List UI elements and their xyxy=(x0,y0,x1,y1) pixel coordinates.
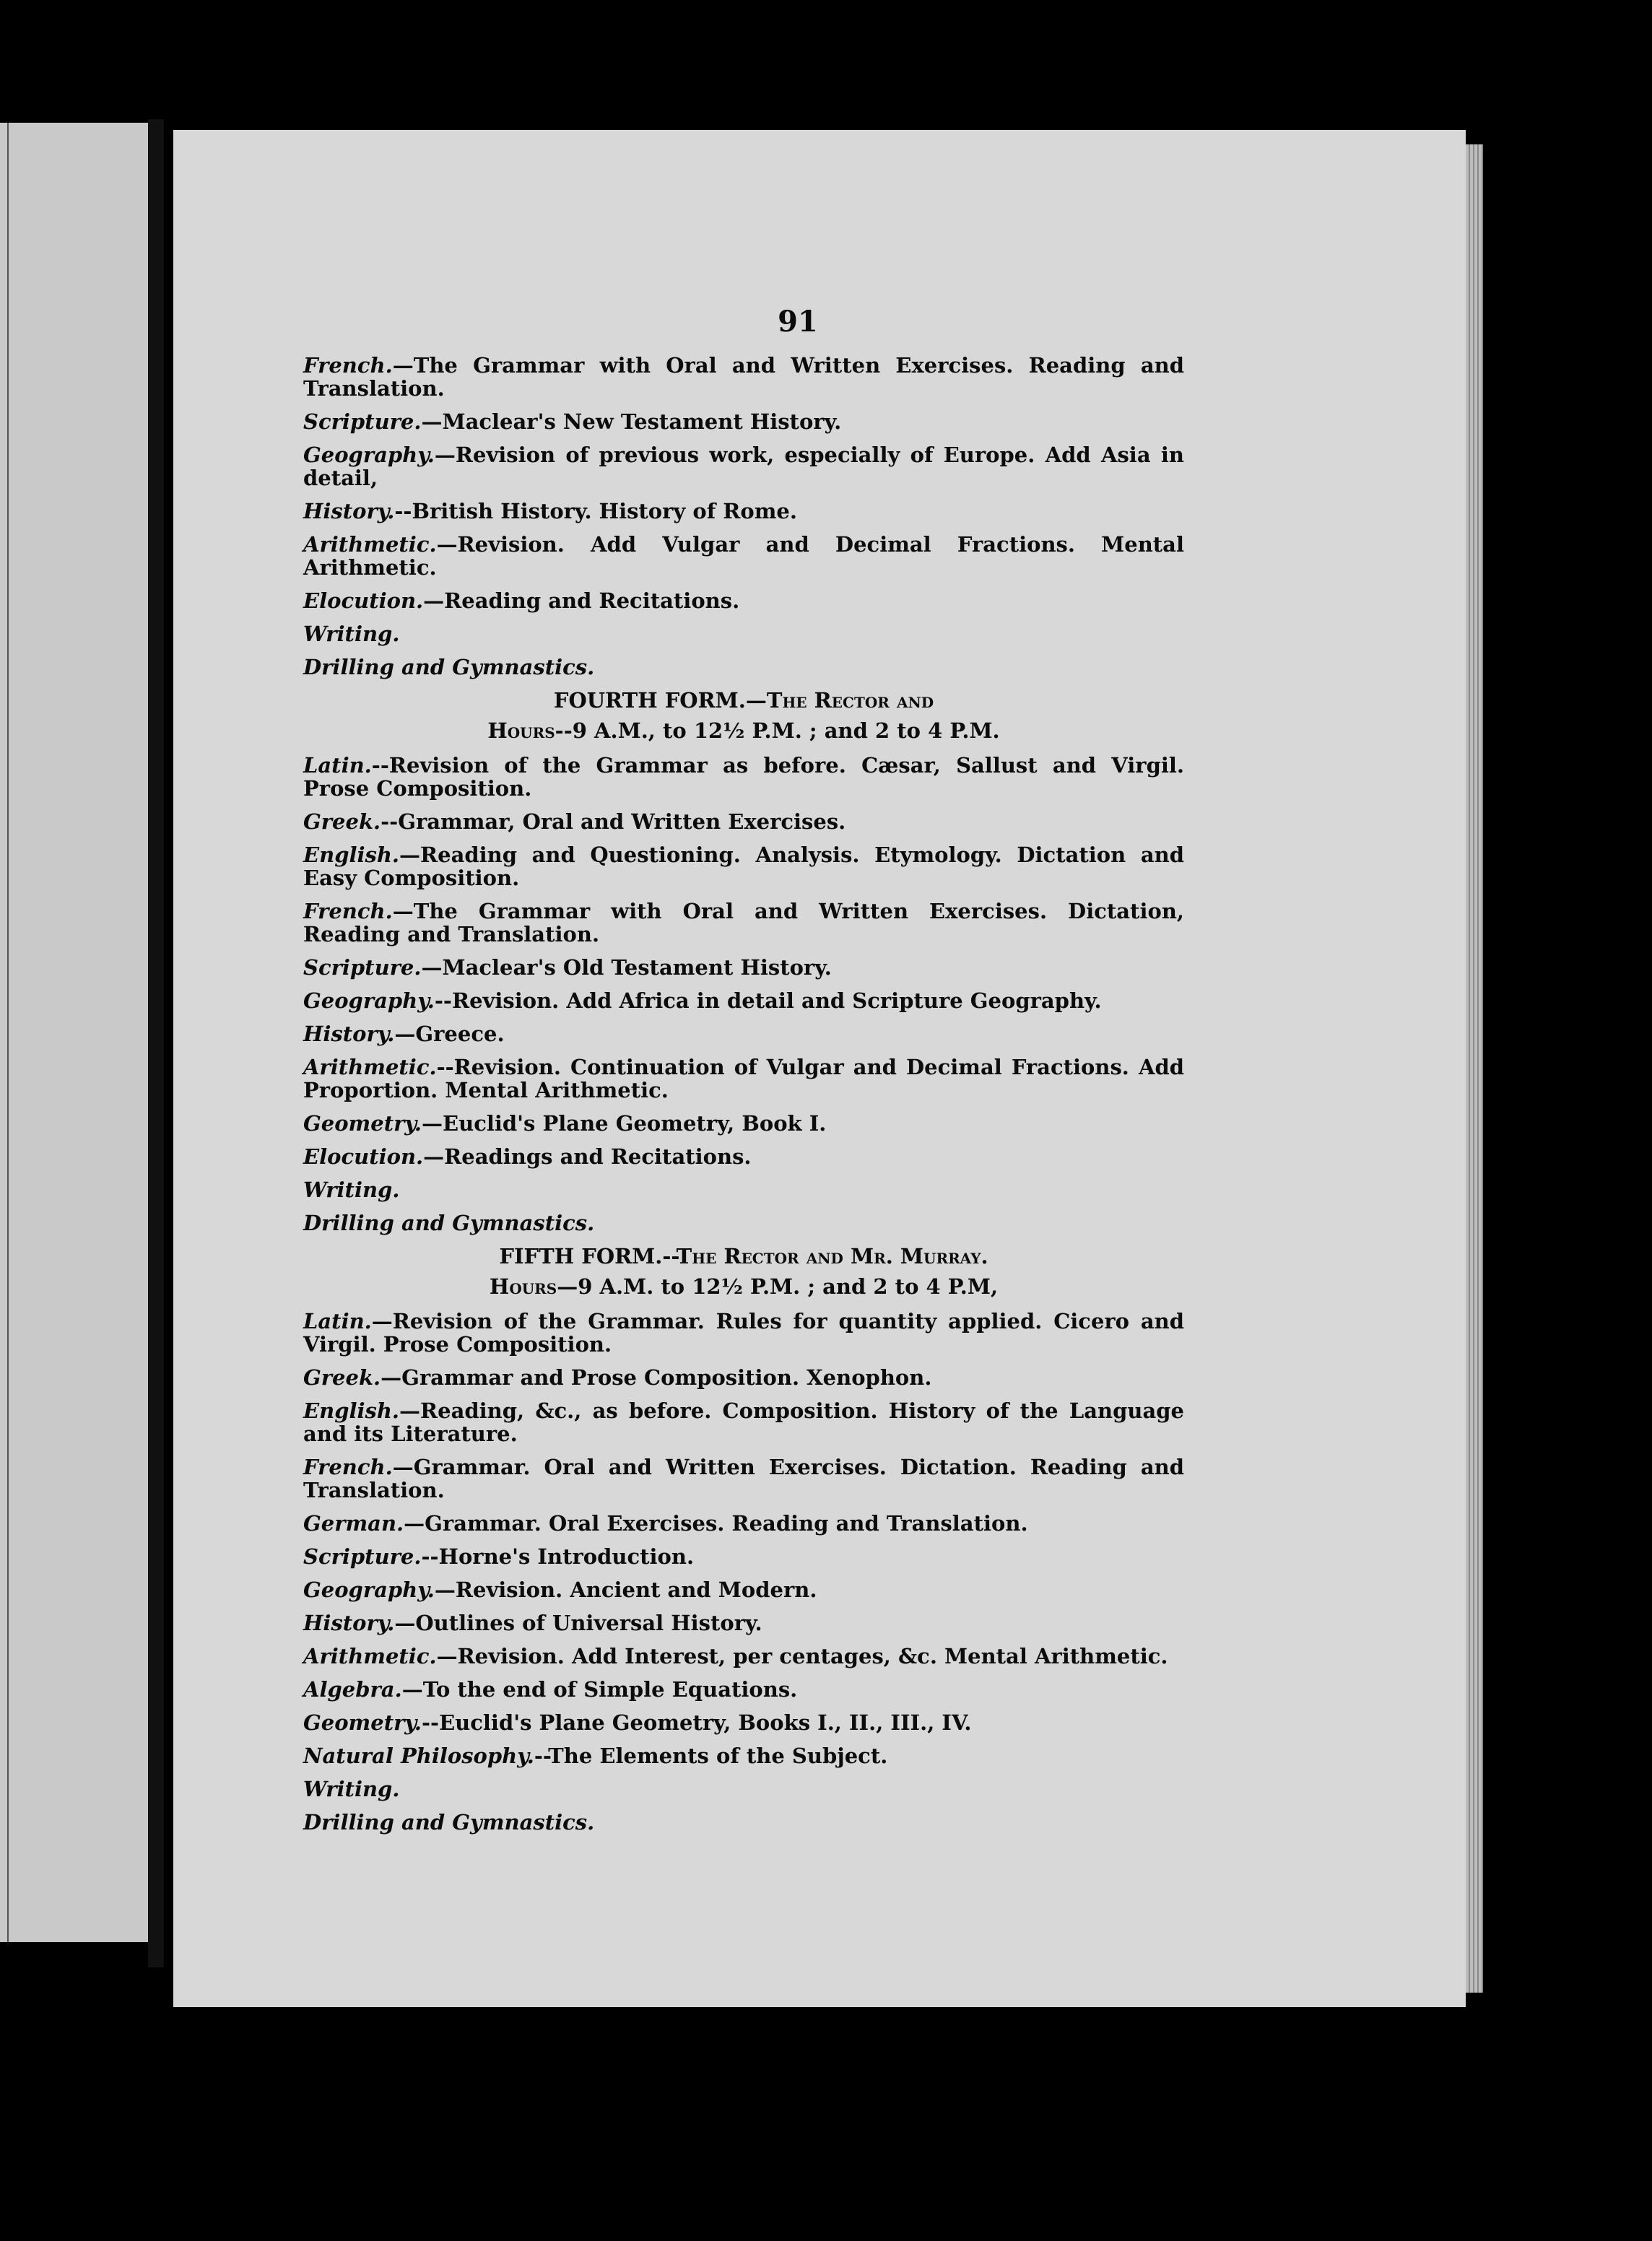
subject-description: —Readings and Recitations. xyxy=(423,1144,752,1169)
subject-entry xyxy=(303,1112,1184,1135)
subject-description: —Revision. Add Interest, per centages, &c. Mental Arithmetic. xyxy=(436,1644,1168,1668)
subject-description: --Euclid's Plane Geometry, Books I., II., III., IV. xyxy=(422,1710,972,1735)
subject-name: French. xyxy=(303,899,393,923)
subject-description: --The Elements of the Subject. xyxy=(534,1744,888,1768)
subject-name: Latin. xyxy=(303,753,372,778)
fourth-form-teachers: —The Rector and xyxy=(745,688,934,713)
subject-name: Geography. xyxy=(303,988,435,1013)
subject-description: —Reading, &c., as before. Composition. History of the Language and its Literature. xyxy=(303,1398,1184,1446)
fourth-form-hours-text: --9 A.M., to 12½ P.M. ; and 2 to 4 P.M. xyxy=(555,718,1000,743)
subject-name: Writing. xyxy=(303,622,400,646)
subject-name: French. xyxy=(303,353,393,378)
subject-description: —Maclear's New Testament History. xyxy=(421,409,842,434)
fifth-form-teachers: --The Rector and Mr. Murray. xyxy=(662,1244,988,1269)
subject-name: Scripture. xyxy=(303,955,422,980)
subject-entry xyxy=(303,1611,1184,1635)
left-facing-page xyxy=(0,123,152,1942)
fifth-form-heading xyxy=(303,1245,1184,1268)
page-number: 91 xyxy=(778,305,818,339)
subject-name: Geography. xyxy=(303,1578,435,1602)
subject-entry xyxy=(303,956,1184,979)
subject-description: —Revision of the Grammar. Rules for quantity applied. Cicero and Virgil. Prose Composition. xyxy=(303,1309,1184,1357)
subject-entry xyxy=(303,1744,1184,1767)
fourth-form-title: FOURTH FORM. xyxy=(553,688,746,713)
fifth-form-hours-text: —9 A.M. to 12½ P.M. ; and 2 to 4 P.M, xyxy=(557,1274,999,1299)
subject-name: Natural Philosophy. xyxy=(303,1744,534,1768)
subject-description: —The Grammar with Oral and Written Exercises. Reading and Translation. xyxy=(303,353,1184,401)
subject-name: Greek. xyxy=(303,809,381,834)
subject-entry xyxy=(303,1645,1184,1668)
left-page-rule xyxy=(7,123,9,1942)
subject-name: Scripture. xyxy=(303,1544,422,1569)
subject-description: --British History. History of Rome. xyxy=(394,499,797,523)
subject-name: Drilling and Gymnastics. xyxy=(303,1211,595,1235)
subject-entry xyxy=(303,1678,1184,1701)
fourth-form-hours xyxy=(303,719,1184,742)
subject-entry xyxy=(303,1811,1184,1834)
subject-description: —Revision. Ancient and Modern. xyxy=(434,1578,817,1602)
subject-entry xyxy=(303,589,1184,612)
fifth-form-hours-label: Hours xyxy=(489,1274,557,1299)
fourth-form-heading xyxy=(303,689,1184,712)
subject-description: —Reading and Recitations. xyxy=(423,588,740,613)
subject-name: Algebra. xyxy=(303,1677,402,1702)
subject-entry xyxy=(303,354,1184,400)
subject-entry xyxy=(303,1711,1184,1734)
subject-description: —Revision of previous work, especially of Europe. Add Asia in detail, xyxy=(303,443,1184,490)
subject-name: Elocution. xyxy=(303,588,424,613)
subject-name: German. xyxy=(303,1511,404,1536)
subject-entry xyxy=(303,1545,1184,1568)
subject-description: --Revision of the Grammar as before. Cæsar, Sallust and Virgil. Prose Composition. xyxy=(303,753,1184,801)
subject-entry xyxy=(303,1178,1184,1201)
book-spine xyxy=(148,119,164,1967)
subject-name: History. xyxy=(303,499,395,523)
fourth-form-hours-label: Hours xyxy=(487,718,555,743)
subject-description: —Grammar and Prose Composition. Xenophon. xyxy=(381,1365,932,1390)
subject-entry xyxy=(303,443,1184,489)
subject-description: —To the end of Simple Equations. xyxy=(401,1677,798,1702)
subject-entry xyxy=(303,1578,1184,1601)
subject-name: French. xyxy=(303,1455,393,1479)
subject-name: Arithmetic. xyxy=(303,532,437,557)
subject-description: --Revision. Add Africa in detail and Scripture Geography. xyxy=(434,988,1102,1013)
subject-entry xyxy=(303,1022,1184,1045)
subject-description: —The Grammar with Oral and Written Exercises. Dictation, Reading and Translation. xyxy=(303,899,1184,947)
subject-name: Greek. xyxy=(303,1365,381,1390)
subject-name: Scripture. xyxy=(303,409,422,434)
subject-name: English. xyxy=(303,1398,400,1423)
subject-name: Arithmetic. xyxy=(303,1644,437,1668)
subject-entry xyxy=(303,500,1184,523)
subject-entry xyxy=(303,1512,1184,1535)
subject-entry xyxy=(303,1777,1184,1801)
page-content xyxy=(303,305,1184,1844)
subject-entry xyxy=(303,1455,1184,1502)
subject-description: —Outlines of Universal History. xyxy=(394,1611,762,1635)
section-fifth-form xyxy=(303,1310,1184,1834)
subject-name: Writing. xyxy=(303,1178,400,1202)
subject-entry xyxy=(303,843,1184,889)
subject-entry xyxy=(303,1399,1184,1445)
subject-name: Latin. xyxy=(303,1309,372,1333)
subject-name: History. xyxy=(303,1611,395,1635)
subject-description: —Revision. Add Vulgar and Decimal Fractions. Mental Arithmetic. xyxy=(303,532,1184,580)
subject-entry xyxy=(303,810,1184,833)
subject-name: Writing. xyxy=(303,1777,400,1801)
subject-name: Drilling and Gymnastics. xyxy=(303,1810,595,1835)
subject-description: --Revision. Continuation of Vulgar and Decimal Fractions. Add Proportion. Mental Arithmetic. xyxy=(303,1055,1184,1102)
subject-description: --Grammar, Oral and Written Exercises. xyxy=(381,809,846,834)
subject-description: —Grammar. Oral and Written Exercises. Dictation. Reading and Translation. xyxy=(303,1455,1184,1502)
page-edge xyxy=(1466,144,1483,1993)
subject-name: English. xyxy=(303,843,400,867)
subject-entry xyxy=(303,1366,1184,1389)
subject-entry xyxy=(303,900,1184,946)
subject-entry xyxy=(303,754,1184,800)
subject-name: Geometry. xyxy=(303,1710,422,1735)
subject-name: Drilling and Gymnastics. xyxy=(303,655,595,679)
subject-name: Geography. xyxy=(303,443,435,467)
subject-name: History. xyxy=(303,1022,395,1046)
subject-name: Arithmetic. xyxy=(303,1055,437,1079)
fifth-form-title: FIFTH FORM. xyxy=(499,1244,663,1269)
subject-description: —Greece. xyxy=(394,1022,505,1046)
subject-description: —Grammar. Oral Exercises. Reading and Translation. xyxy=(404,1511,1028,1536)
subject-entry xyxy=(303,1056,1184,1102)
subject-entry xyxy=(303,533,1184,579)
subject-entry xyxy=(303,622,1184,645)
subject-name: Elocution. xyxy=(303,1144,424,1169)
section-third-form-continued xyxy=(303,354,1184,679)
subject-description: —Maclear's Old Testament History. xyxy=(421,955,832,980)
subject-entry xyxy=(303,1310,1184,1356)
section-fourth-form xyxy=(303,754,1184,1235)
subject-entry xyxy=(303,989,1184,1012)
subject-entry xyxy=(303,656,1184,679)
subject-description: —Reading and Questioning. Analysis. Etymology. Dictation and Easy Composition. xyxy=(303,843,1184,890)
subject-entry xyxy=(303,1211,1184,1235)
subject-entry xyxy=(303,410,1184,433)
subject-entry xyxy=(303,1145,1184,1168)
subject-description: --Horne's Introduction. xyxy=(421,1544,695,1569)
subject-description: —Euclid's Plane Geometry, Book I. xyxy=(422,1111,827,1136)
fifth-form-hours xyxy=(303,1275,1184,1298)
subject-name: Geometry. xyxy=(303,1111,422,1136)
